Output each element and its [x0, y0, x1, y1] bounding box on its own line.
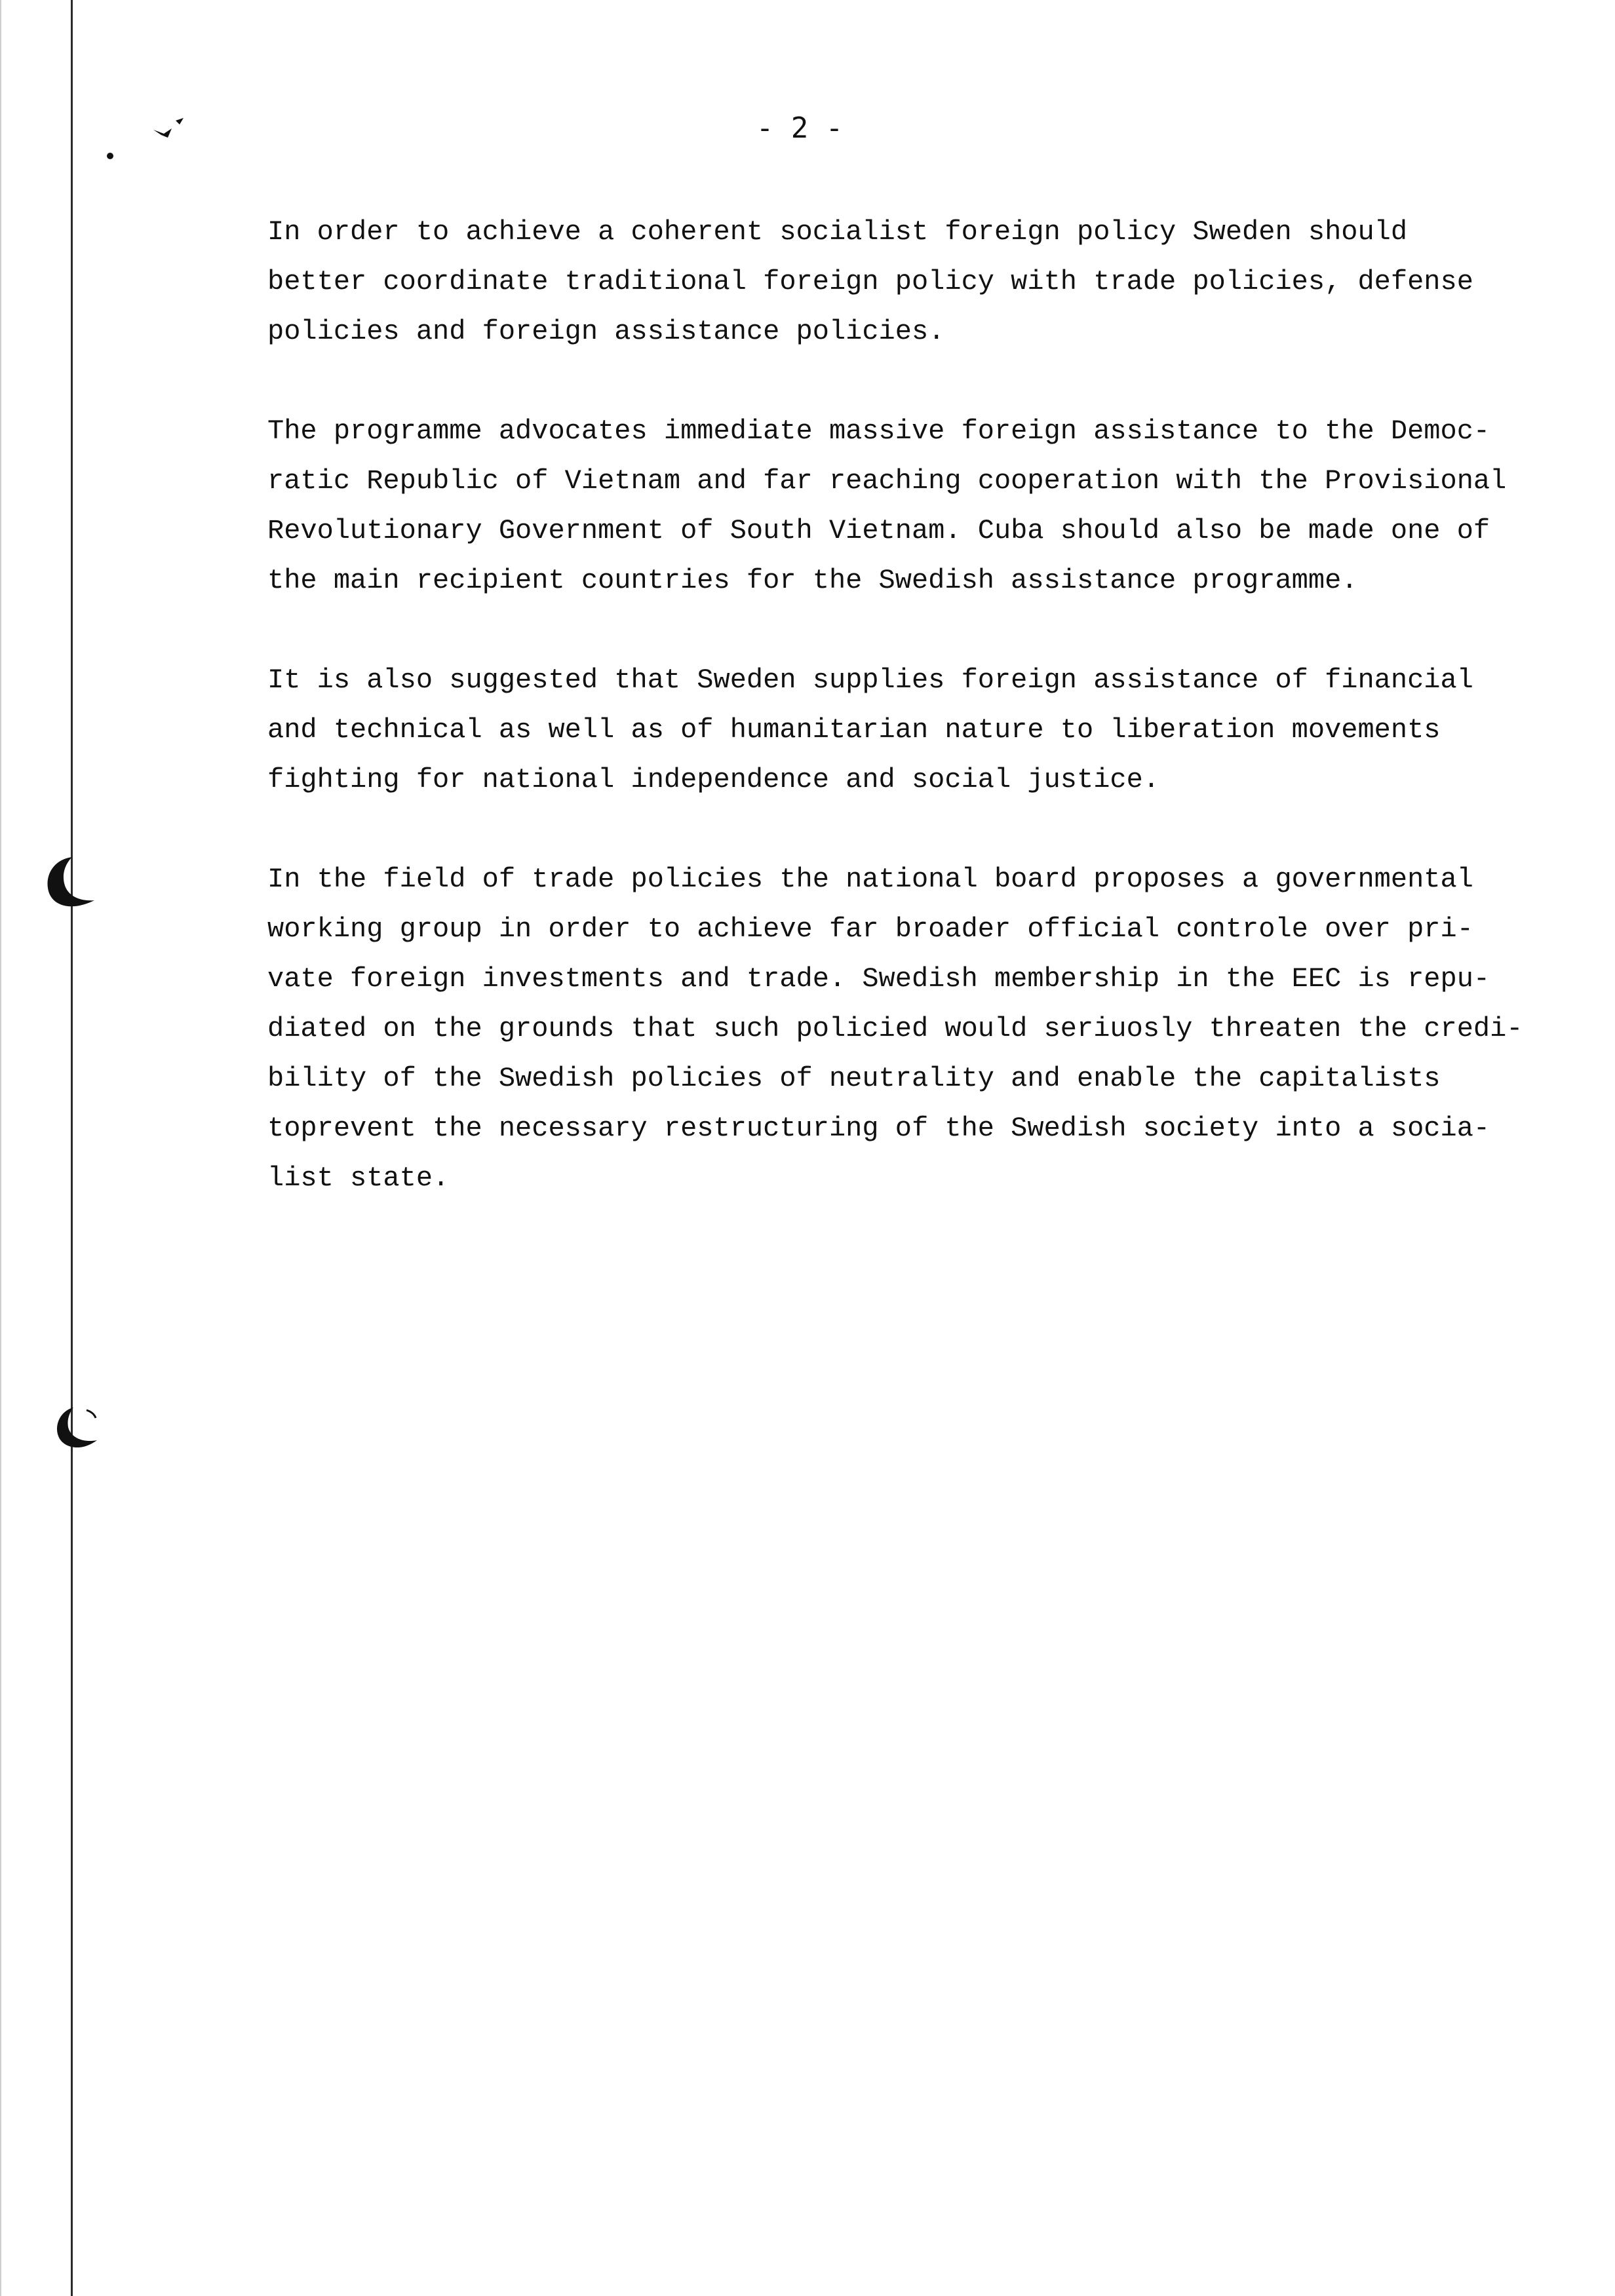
punch-hole-mark-lower [47, 1400, 106, 1459]
text-line: working group in order to achieve far broader official controle over pri- [267, 913, 1473, 945]
text-line: The programme advocates immediate massive foreign assistance to the Democ- [267, 415, 1490, 447]
text-line: It is also suggested that Sweden supplies foreign assistance of financial [267, 664, 1473, 696]
body-text [267, 207, 1532, 1253]
text-line: and technical as well as of humanitarian nature to liberation movements [267, 714, 1441, 746]
text-line: fighting for national independence and social justice. [267, 764, 1160, 795]
binding-line [71, 0, 73, 2296]
paragraph-trade-policies [267, 854, 1532, 1203]
text-line: ratic Republic of Vietnam and far reaching cooperation with the Provisional [267, 465, 1507, 497]
text-line: the main recipient countries for the Swedish assistance programme. [267, 565, 1358, 596]
text-line: better coordinate traditional foreign policy with trade policies, defense [267, 266, 1473, 297]
punch-hole-mark-upper [38, 852, 104, 917]
text-line: In order to achieve a coherent socialist foreign policy Sweden should [267, 216, 1408, 248]
text-line: Revolutionary Government of South Vietnam. Cuba should also be made one of [267, 515, 1490, 546]
page-edge [0, 0, 1, 2296]
page-number: - 2 - [756, 111, 844, 145]
paragraph-liberation-movements [267, 655, 1532, 805]
ink-mark-top [149, 115, 202, 155]
text-line: vate foreign investments and trade. Swedish membership in the EEC is repu- [267, 963, 1490, 995]
text-line: In the field of trade policies the national board proposes a governmental [267, 864, 1473, 895]
text-line: list state. [267, 1162, 450, 1194]
text-line: toprevent the necessary restructuring of the Swedish society into a socia- [267, 1113, 1490, 1144]
paragraph-foreign-policy [267, 207, 1532, 356]
paragraph-vietnam-assistance [267, 406, 1532, 605]
text-line: policies and foreign assistance policies. [267, 316, 945, 347]
text-line: diated on the grounds that such policied would seriuosly threaten the credi- [267, 1013, 1523, 1044]
text-line: bility of the Swedish policies of neutrality and enable the capitalists [267, 1063, 1441, 1094]
ink-dot [104, 149, 117, 163]
